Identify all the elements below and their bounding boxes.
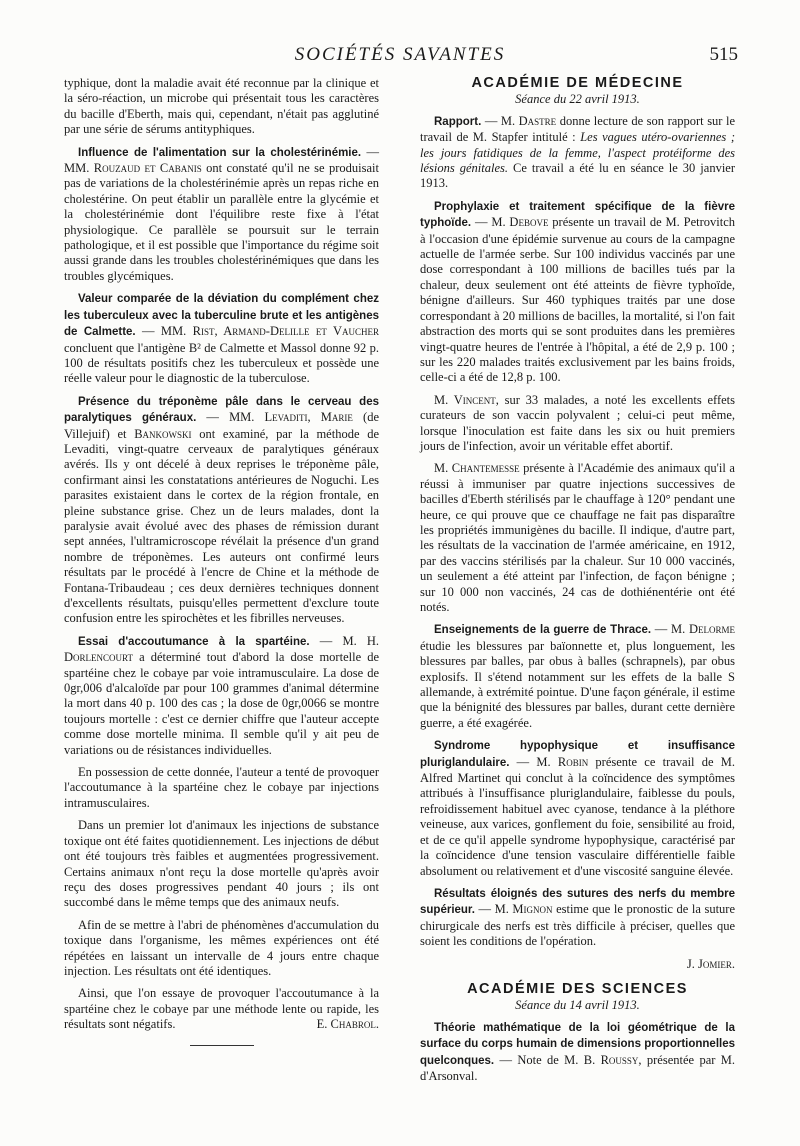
signature: E. Chabrol.	[316, 1017, 379, 1032]
abstract-text: Ainsi, que l'on essaye de provoquer l'accoutumance à la spartéine chez le cobaye par une méthode lente ou rapide, les résultats sont négatifs.	[64, 986, 379, 1032]
abstract-treponema: Présence du tréponème pâle dans le cerveau des paralytiques généraux. — MM. Levaditi, Marie (de Villejuif) et Bankowski ont examiné, par la méthode de Levaditi, vingt-quatre cerveaux de paralytiques généraux avérés. Ils y ont décelé à deux reprises le tréponème pâle, confirmant ainsi les constatations antérieures de Noguchi. Les parasites existaient dans le cortex de la région frontale, en pleine substance grise. Chez un de leurs malades, dont la paralysie avait évolué avec des phases de rémission durant sept années, l'ultramicroscope révélait la présence d'un grand nombre de tréponèmes. Les auteurs ont confirmé leurs résultats par le procédé à l'encre de Chine et la méthode de Fontana-Tribaudeau ; ces deux dernières techniques donnent d'excellents résultats, puisqu'elles permettent d'exclure toute confusion entre les spirochètes et les fibrilles nerveuses.	[64, 395, 379, 626]
abstract-title: Théorie mathématique de la loi géométrique de la surface du corps humain de dimensions proportionnelles quelconques.	[420, 1021, 735, 1067]
page-number: 515	[709, 44, 738, 65]
left-column	[64, 76, 379, 1046]
abstract-author: Roussy	[600, 1052, 639, 1067]
abstract-complement-deviation: Valeur comparée de la déviation du complément chez les tuberculeux avec la tuberculine brute et les antigènes de Calmette. — MM. Rist, Armand-Delille et Vaucher concluent que l'antigène B² de Calmette et Massol donne 92 p. 100 de résultats positifs chez les tuberculeux et possède une réelle valeur pour le diagnostic de la tuberculose.	[64, 293, 380, 386]
abstract-text: Ce travail a été lu en séance le 30 janvier 1913.	[420, 161, 736, 191]
abstract-title: Essai d'accoutumance à la spartéine.	[78, 635, 310, 648]
abstract-text: a déterminé tout d'abord la dose mortelle de spartéine chez le cobaye par voie intramusculaire. La dose de 0gr,006 d'alcaloïde par pour 100 grammes d'animal détermine la mort dans 40 p. 100 des cas ; la dose de 0gr,0066 se montre toujours mortelle : c'est ce dernier chiffre que l'auteur accepte comme dose mortelle minima. Il semble qu'il y ait peu de variations ou de résistances individuelles.	[64, 650, 379, 757]
abstract-authors: MM. Levaditi, Marie	[229, 410, 353, 425]
abstract-author: M. Mignon	[494, 902, 553, 917]
abstract-text: présente un travail de M. Petrovitch à l'occasion d'une épidémie survenue au cours de la campagne actuelle de l'armée serbe. Sur 100 individus vaccinés par une dose correspondant à 100 millions de bacilles tués par la chaleur, deux seulement ont été atteints de fièvre typhoïde, bénigne d'ailleurs. Sur 460 typhiques traités par une dose correspondant à 20 millions de bacilles, la mortalité, si l'on fait abstraction des morts qui se sont produites dans les premières vingt-quatre heures de l'entrée à l'hôpital, a été de 2,9 p. 100 ; sur les 220 malades traités exclusivement par les bains froids, celle-ci a été de 12,8 p. 100.	[420, 215, 736, 385]
running-title: SOCIÉTÉS SAVANTES	[294, 44, 506, 65]
section-title-sciences: ACADÉMIE DES SCIENCES	[467, 980, 688, 997]
abstract-author: M. Delorme	[671, 622, 735, 637]
abstract-cholesterinemia: Influence de l'alimentation sur la cholestérinémie. — MM. Rouzaud et Cabanis ont constaté qu'il ne se produisait pas de variations de la cholestérinémie après un repas riche en cholestérine. On peut établir un parallèle entre la glycémie et la cholestérinémie dont l'équilibre reste fixe à l'état physiologique. Ce parallèle se poursuit sur le terrain pathologique, et il est possible que l'importance du régime soit aussi grande dans les troubles cholestérinémiques que dans les troubles glycémiques.	[64, 144, 379, 283]
running-header	[0, 44, 800, 74]
abstract-sparteine: Essai d'accoutumance à la spartéine. — M. H. Dorlencourt a déterminé tout d'abord la dose mortelle de spartéine chez le cobaye par voie intramusculaire. La dose de 0gr,006 d'alcaloïde par pour 100 grammes d'animal détermine la mort dans 40 p. 100 des cas ; la dose de 0gr,0066 se montre toujours mortelle : c'est ce dernier chiffre que l'auteur accepte comme dose mortelle minima. Il semble qu'il y ait peu de variations ou de résistances individuelles.	[64, 633, 380, 757]
abstract-authors: M. H. Dorlencourt	[64, 633, 380, 665]
abstract-hypophysis: Syndrome hypophysique et insuffisance pluriglandulaire. — M. Robin présente ce travail de M. Alfred Martinet qui conclut à la coïncidence des symptômes attribués à l'insuffisance pluriglandulaire, faiblesse du pouls, refroidissement habituel avec cyanose, tendance à la pléthore veineuse, aux varices, gonflement du foie, sensibilité au froid, et de ce qu'il appelle syndrome hypophysique, caractérisé par la coïncidence d'une tension vasculaire différentielle faible absolument ou relativement et d'une viscosité sanguine élevée.	[420, 740, 735, 878]
abstract-text: étudie les blessures par baïonnette et, plus longuement, les blessures par balles, par obus à balles (schrapnels), par obus explosifs. Il s'étend notamment sur les effets de la balle S allemande, à extrémité pointue. D'une façon générale, il estime que la bénignité des blessures par balles, durant cette dernière guerre, a été exagérée.	[420, 638, 735, 730]
abstract-text: concluent que l'antigène B² de Calmette et Massol donne 92 p. 100 de résultats positifs chez les tuberculeux et possède une réelle valeur pour le diagnostic de la tuberculose.	[64, 340, 379, 386]
end-rule	[190, 1045, 254, 1046]
abstract-body-surface	[420, 1020, 735, 1085]
abstract-title: Influence de l'alimentation sur la cholestérinémie.	[78, 146, 362, 159]
abstract-title: Présence du tréponème pâle dans le cerveau des paralytiques généraux.	[64, 395, 379, 425]
work-title: Les vagues utéro-ovariennes ; les jours fatidiques de la femme, l'aspect protéiforme des lésions génitales.	[420, 130, 735, 176]
abstract-author: Bankowski	[134, 426, 192, 441]
abstract-title: Enseignements de la guerre de Thrace.	[434, 624, 652, 637]
abstract-author: M. Vincent	[434, 392, 496, 407]
abstract-title: Prophylaxie et traitement spécifique de la fièvre typhoïde.	[420, 200, 735, 230]
abstract-text: — Note de M. B.	[499, 1052, 596, 1067]
section-title-medecine: ACADÉMIE DE MÉDECINE	[471, 75, 684, 91]
sparteine-paragraph: Afin de se mettre à l'abri de phénomènes d'accumulation du toxique dans l'organisme, les mêmes expériences ont été répétées en laissant un intervalle de 4 jours entre chaque injection. Les résultats ont été identiques.	[64, 917, 379, 978]
abstract-text: ont examiné, par la méthode de Levaditi, vingt-quatre cerveaux de paralytiques généraux avérés. Ils y ont décelé à deux reprises le tréponème pâle, confirmant ainsi les constatations antérieures de Noguchi. Les parasites existaient dans le cortex de la région frontale, en pleine substance grise. Chez un de leurs malades, dont la paralysie avait évolué avec des phases de rémission durant sept années, l'ultramicroscope révélait la présence d'un grand nombre de tréponèmes. Les auteurs ont confirmé leurs résultats par le procédé à l'encre de Chine et la méthode de Fontana-Tribaudeau ; ces deux dernières techniques donnent d'excellents résultats, puisqu'elles permettent d'exclure toute confusion entre les spirochètes et les fibrilles nerveuses.	[64, 426, 379, 626]
sparteine-conclusion	[64, 986, 379, 1032]
abstract-author: M. Dastre	[500, 113, 557, 128]
abstract-text: présente ce travail de M. Alfred Martinet qui conclut à la coïncidence des symptômes attribués à l'insuffisance pluriglandulaire, faiblesse du pouls, refroidissement habituel avec cyanose, tendance à la pléthore veineuse, aux varices, gonflement du foie, sensibilité au froid, et de ce qu'il appelle syndrome hypophysique, caractérisé par la coïncidence d'une tension vasculaire différentielle faible absolument ou relativement et d'une viscosité sanguine élevée.	[420, 754, 735, 878]
abstract-author: M. Debove	[491, 215, 549, 230]
abstract-authors: MM. Rist, Armand-Delille et Vaucher	[160, 324, 380, 339]
typhoid-paragraph	[420, 393, 735, 455]
abstract-text: (de Villejuif) et	[64, 410, 379, 441]
sparteine-paragraph: En possession de cette donnée, l'auteur a tenté de provoquer l'accoutumance à la spartéine chez le cobaye par injections intramusculaires.	[64, 765, 379, 810]
session-date: Séance du 22 avril 1913.	[515, 92, 640, 107]
sparteine-paragraph: Dans un premier lot d'animaux les injections de substance toxique ont été faites quotidiennement. Les injections de début ont été toujours très faibles et augmentées progressivement. Certains animaux n'ont reçu la dose mortelle qu'après avoir reçu des doses progressives pendant 40 jours ; ils ont succombé dans le même temps que des animaux neufs.	[64, 818, 379, 910]
abstract-text: estime que le pronostic de la suture chirurgicale des nerfs est très difficile à préciser, quelles que soient les conditions de l'opération.	[420, 902, 736, 949]
typhoid-paragraph	[420, 461, 735, 615]
abstract-thrace: Enseignements de la guerre de Thrace. — M. Delorme étudie les blessures par baïonnette et, plus longuement, les blessures par balles, par obus à balles (schrapnels), par obus explosifs. Il s'étend notamment sur les effets de la balle S allemande, à extrémité pointue. D'une façon générale, il estime que la bénignité des blessures par balles, durant cette dernière guerre, a été exagérée.	[420, 622, 735, 730]
abstract-title: Rapport.	[434, 115, 482, 128]
right-column	[420, 76, 735, 1091]
signature: J. Jomier.	[686, 956, 735, 971]
abstract-text: ont constaté qu'il ne se produisait pas de variations de la cholestérinémie après un repas riche en cholestérine. On peut établir un parallèle entre la glycémie et la cholestérinémie dont l'équilibre reste fixe à l'état physiologique. Ce parallèle se poursuit sur le terrain pathologique, et il est possible que l'importance du régime soit aussi grande dans les troubles cholestérinémiques que dans les troubles glycémiques.	[64, 161, 379, 283]
abstract-author: M. Chantemesse	[434, 461, 520, 476]
abstract-authors: MM. Rouzaud et Cabanis	[64, 161, 202, 176]
abstract-rapport: Rapport. — M. Dastre donne lecture de son rapport sur le travail de M. Stapfer intitulé : Les vagues utéro-ovariennes ; les jours fatidiques de la femme, l'aspect protéiforme des lésions génitales. Ce travail a été lu en séance le 30 janvier 1913.	[420, 113, 736, 191]
abstract-text: , sur 33 malades, a noté les excellents effets curateurs de son vaccin polyvalent ; celui-ci peut même, lorsque l'inoculation est faite dans les six ou huit premiers jours de l'infection, avoir un véritable effet abortif.	[420, 392, 735, 453]
abstract-text: présente à l'Académie des animaux qu'il a réussi à immuniser par quatre injections successives de bacilles d'Eberth stérilisés par le chauffage à 120° pendant une heure, ce qui prouve que ce chauffage ne fait pas disparaître les propriétés immunigènes du bacille. Il indique, d'autre part, les résultats de la vaccination de l'armée américaine, en 1912, par des vaccins stérilisés par la chaleur. Sur 10 000 vaccinés, un seulement a été atteint par l'infection, de façon bénigne ; sur 10 000 non vaccinés, 24 cas de dothiénentérie ont été notés.	[420, 461, 735, 614]
abstract-text: , présentée par M. d'Arsonval.	[420, 1052, 735, 1083]
continued-paragraph: typhique, dont la maladie avait été reconnue par la clinique et la séro-réaction, un microbe qui présentait tous les caractères du bacille d'Eberth, mais qui, cependant, n'était pas agglutiné par une série de sérums antityphiques.	[64, 76, 379, 137]
abstract-text: donne lecture de son rapport sur le travail de M. Stapfer intitulé :	[420, 113, 736, 145]
abstract-title: Résultats éloignés des sutures des nerfs du membre supérieur.	[420, 887, 735, 917]
abstract-typhoid: Prophylaxie et traitement spécifique de la fièvre typhoïde. — M. Debove présente un travail de M. Petrovitch à l'occasion d'une épidémie survenue au cours de la campagne actuelle de l'armée serbe. Sur 100 individus vaccinés par une dose correspondant à 100 millions de bacilles tués par la chaleur, deux seulement ont été atteints de fièvre typhoïde, bénigne d'ailleurs. Sur 460 typhiques traités par une dose correspondant à 20 millions de bacilles, la mortalité, si l'on fait abstraction des morts qui se sont produites dans les premières vingt-quatre heures de l'entrée à l'hôpital, a été de 2,9 p. 100 ; sur les 220 malades traités exclusivement par les bains froids, celle-ci a été de 12,8 p. 100.	[420, 200, 736, 385]
abstract-title: Valeur comparée de la déviation du complément chez les tuberculeux avec la tuberculine brute et les antigènes de Calmette.	[64, 293, 379, 339]
abstract-author: M. Robin	[536, 754, 589, 769]
session-date: Séance du 14 avril 1913.	[515, 998, 640, 1013]
abstract-nerve-sutures: Résultats éloignés des sutures des nerfs du membre supérieur. — M. Mignon estime que le pronostic de la suture chirurgicale des nerfs est très difficile à préciser, quelles que soient les conditions de l'opération.	[420, 887, 736, 949]
abstract-title: Syndrome hypophysique et insuffisance pluriglandulaire.	[420, 740, 735, 769]
